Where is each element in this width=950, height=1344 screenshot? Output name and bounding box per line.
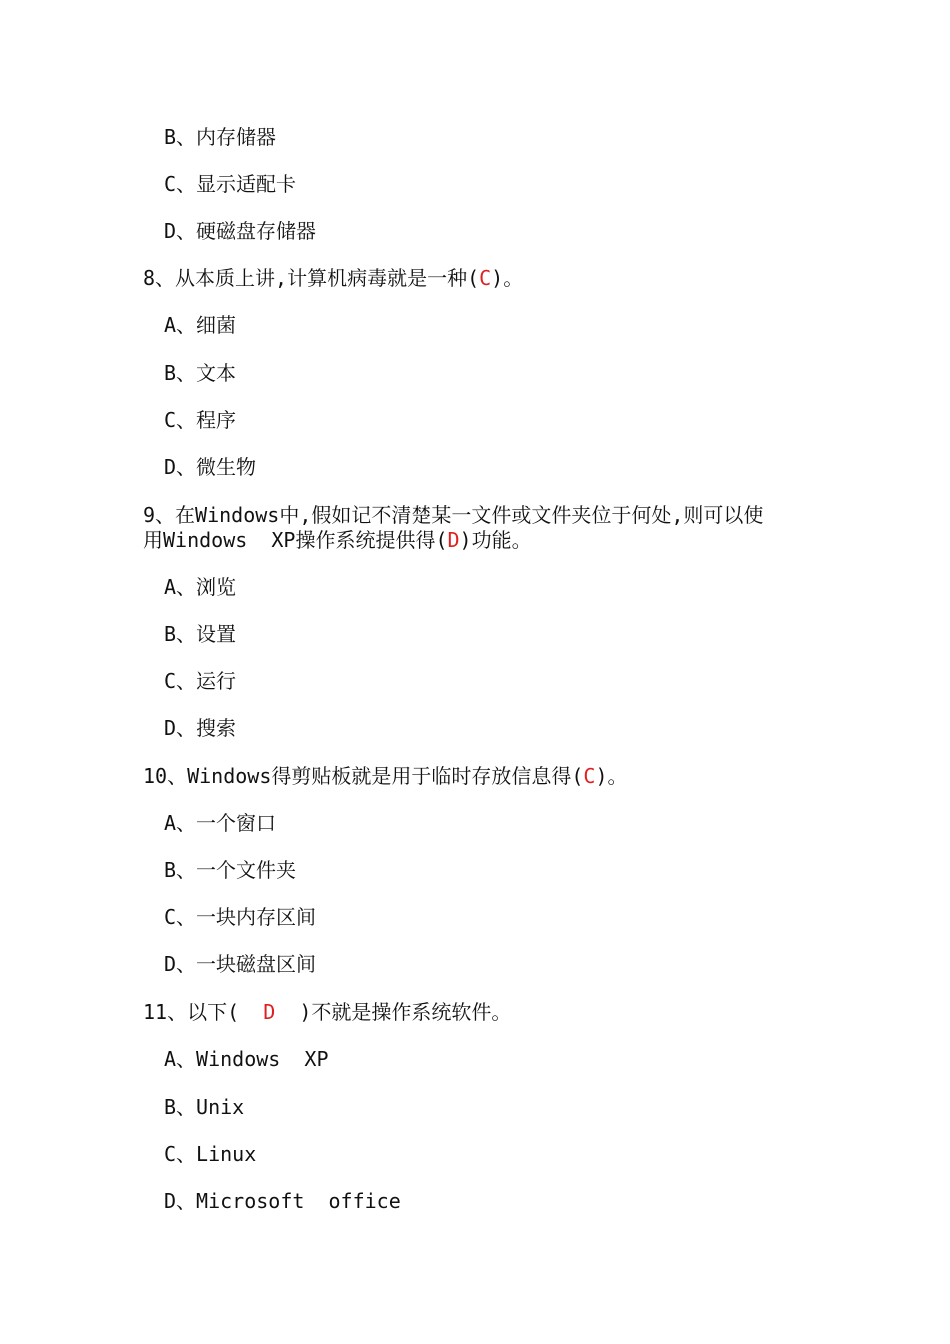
q11-option-d: D、Microsoft office [164, 1189, 401, 1213]
q9-stem-line2 [143, 527, 532, 553]
q11-stem-before: 11、以下( [143, 1000, 264, 1024]
q11-option-a: A、Windows XP [164, 1047, 329, 1071]
q9-option-a: A、浏览 [164, 575, 237, 599]
q8-option-d: D、微生物 [164, 455, 257, 479]
q11-stem-after: )不就是操作系统软件。 [275, 1000, 512, 1024]
q10-option-d: D、一块磁盘区间 [164, 952, 317, 976]
q10-stem [143, 763, 628, 789]
q11-answer: D [263, 1000, 276, 1024]
q9-stem-line1: 9、在Windows中,假如记不清楚某一文件或文件夹位于何处,则可以使 [143, 503, 764, 527]
q9-stem-before: 用Windows XP操作系统提供得( [143, 528, 448, 552]
q9-option-d: D、搜索 [164, 716, 237, 740]
q7-option-d: D、硬磁盘存储器 [164, 219, 317, 243]
q11-option-c: C、Linux [164, 1142, 257, 1166]
q10-option-a: A、一个窗口 [164, 811, 277, 835]
q9-stem-after: )功能。 [459, 528, 532, 552]
q8-option-c: C、程序 [164, 408, 237, 432]
q8-option-b: B、文本 [164, 361, 237, 385]
q7-option-c: C、显示适配卡 [164, 172, 297, 196]
q10-stem-after: )。 [595, 764, 628, 788]
q10-option-c: C、一块内存区间 [164, 905, 317, 929]
q9-option-b: B、设置 [164, 622, 237, 646]
q8-stem-after: )。 [491, 266, 524, 290]
q9-answer: D [447, 528, 460, 552]
q8-option-a: A、细菌 [164, 313, 237, 337]
q8-stem [143, 265, 523, 291]
q10-stem-before: 10、Windows得剪贴板就是用于临时存放信息得( [143, 764, 584, 788]
q8-stem-before: 8、从本质上讲,计算机病毒就是一种( [143, 266, 480, 290]
q8-answer: C [479, 266, 492, 290]
q9-option-c: C、运行 [164, 669, 237, 693]
q10-answer: C [583, 764, 596, 788]
q7-option-b: B、内存储器 [164, 125, 277, 149]
q10-option-b: B、一个文件夹 [164, 858, 297, 882]
q11-option-b: B、Unix [164, 1095, 245, 1119]
q11-stem [143, 999, 511, 1025]
